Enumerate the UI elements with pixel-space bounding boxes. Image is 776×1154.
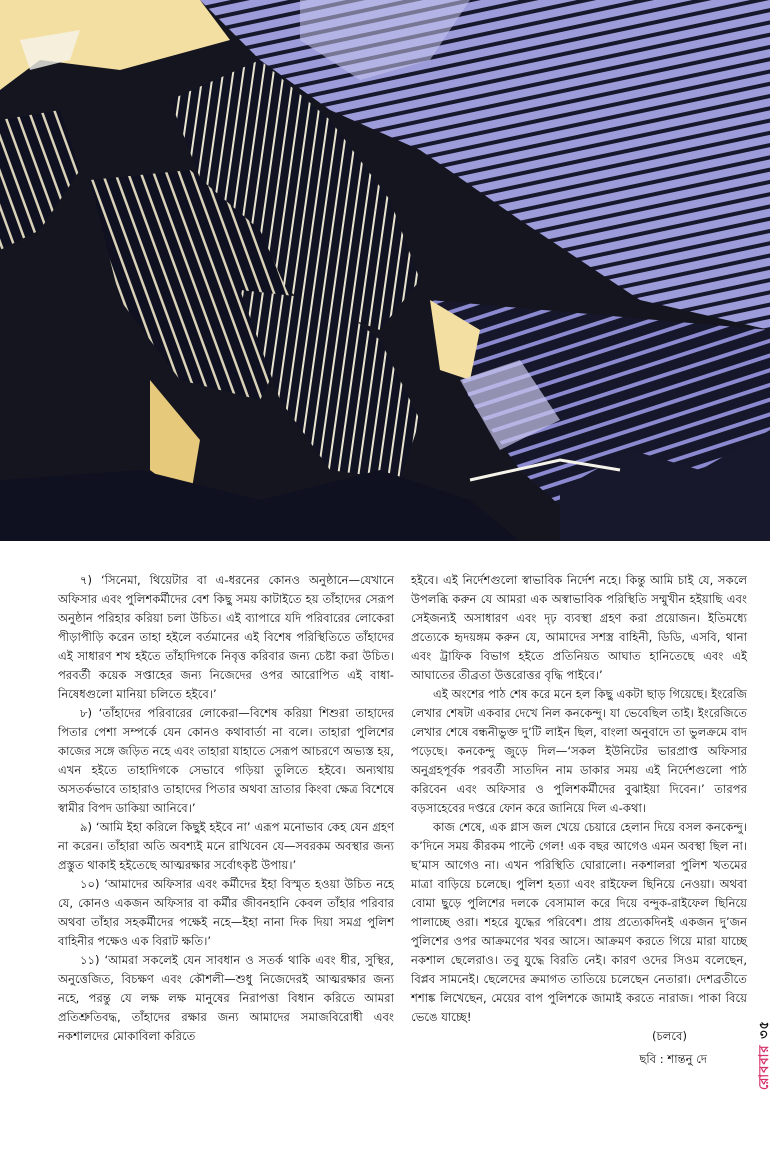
article-paragraph: ৯) ‘আমি ইহা করিলে কিছুই হইবে না’ এরূপ মনোভাব কেহ যেন গ্রহণ না করেন। তাঁহারা অতি অবশ্যই মনে রাখিবেন যে—সবরকম অবস্থার জন্য প্রস্তুত থাকাই হইতেছে আত্মরক্ষার সর্বোৎকৃষ্ট উপায়।’ — [58, 820, 394, 872]
woodcut-illustration — [0, 0, 770, 541]
illustration-credit: ছবি : শান্তনু দে — [639, 1052, 707, 1066]
page-footer-sidebar — [755, 1020, 776, 1090]
article-paragraph-continued: হইবে। এই নির্দেশগুলো স্বাভাবিক নির্দেশ নহে। কিন্তু আমি চাই যে, সকলে উপলব্ধি করুন যে আমরা এক অস্বাভাবিক পরিস্থিতি সম্মুখীন হইয়াছি এবং সেইজন্যই অসাধারণ এবং দৃঢ় ব্যবস্থা গ্রহণ করা প্রয়োজন। ইতিমধ্যে প্রত্যেকে হৃদয়ঙ্গম করুন যে, আমাদের সশস্ত্র বাহিনী, ডিডি, এসবি, থানা এবং ট্রাফিক বিভাগ হইতে প্রতিনিয়ত আঘাত হানিতেছে এবং এই আঘাতের তীব্রতা উত্তরোত্তর বৃদ্ধি পাইবে।’ — [411, 573, 747, 682]
article-paragraph: ৭) ‘সিনেমা, থিয়েটার বা এ-ধরনের কোনও অনুষ্ঠানে—যেখানে অফিসার এবং পুলিশকর্মীদের বেশ কিছু সময় কাটাইতে হয় তাঁহাদের সেরূপ অনুষ্ঠান পরিহার করিয়া চলা উচিত। এই ব্যাপারে যদি পরিবারের লোকেরা পীড়াপীড়ি করেন তাহা হইলে বর্তমানের এই বিশেষ পরিস্থিতিতে তাঁহাদের এই সাধারণ শখ হইতে তাঁহাদিগকে নিবৃত্ত করিবার জন্য চেষ্টা করা উচিত। পরবর্তী কয়েক সপ্তাহের জন্য নিজেদের ওপর আরোপিত এই বাধা-নিষেধগুলো মানিয়া চলিতে হইবে।’ — [58, 573, 394, 701]
to-be-continued: (চলবে) — [651, 1029, 687, 1043]
article-paragraph: ৮) ‘তাঁহাদের পরিবারের লোকেরা—বিশেষ করিয়া শিশুরা তাহাদের পিতার পেশা সম্পর্কে যেন কোনও কথাবার্তা না বলে। তাহারা পুলিশের কাজের সঙ্গে জড়িত নহে এবং তাহারা যাহাতে সেরূপ আচরণে অভ্যস্ত হয়, এখন হইতে তাহাদিগকে সেভাবে গড়িয়া তুলিতে হইবে। অন্যথায় অসতর্কভাবে তাহারাও তাহাদের পিতার অথবা ভ্রাতার কিংবা ক্ষেত্র বিশেষে স্বামীর বিপদ ডাকিয়া আনিবে।’ — [58, 706, 394, 815]
article-paragraph: ১০) ‘আমাদের অফিসার এবং কর্মীদের ইহা বিস্মৃত হওয়া উচিত নহে যে, কোনও একজন অফিসার বা কর্মীর জীবনহানি কেবল তাঁহার পরিবার অথবা তাঁহার সহকর্মীদের পক্ষেই নহে—ইহা নানা দিক দিয়া সমগ্র পুলিশ বাহিনীর পক্ষেও এক বিরাট ক্ষতি।’ — [58, 877, 394, 948]
article-column-left — [58, 571, 394, 1046]
illustration-art — [0, 0, 770, 541]
magazine-name: রোববার — [757, 1044, 772, 1091]
article-paragraph: ১১) ‘আমরা সকলেই যেন সাবধান ও সতর্ক থাকি এবং ধীর, সুস্থির, অনুত্তেজিত, বিচক্ষণ এবং কৌশলী—শুধু নিজেদেরই আত্মরক্ষার জন্য নহে, পরন্তু যে লক্ষ লক্ষ মানুষের নিরাপত্তা বিধান করিতে আমরা প্রতিশ্রুতিবদ্ধ, তাঁহাদের রক্ষার জন্য আমাদের সমাজবিরোধী এবং নকশালদের মোকাবিলা করিতে — [58, 953, 394, 1043]
article-paragraph: এই অংশের পাঠ শেষ করে মনে হল কিছু একটা ছাড় গিয়েছে। ইংরেজি লেখার শেষটা একবার দেখে নিল কনকেন্দু। যা ভেবেছিল তাই। ইংরেজিতে লেখার শেষে বন্ধনীভুক্ত দু’টি লাইন ছিল, বাংলা অনুবাদে তা ভুলক্রমে বাদ পড়েছে। কনকেন্দু জুড়ে দিল—‘সকল ইউনিটের ভারপ্রাপ্ত অফিসার অনুগ্রহপূর্বক পরবর্তী সাতদিন নাম ডাকার সময় এই নির্দেশগুলো পাঠ করিবেন এবং অফিসার ও পুলিশকর্মীদের বুঝাইয়া দিবেন।’ তারপর বড়সাহেবের দপ্তরে ফোন করে জানিয়ে দিল এ-কথা। — [411, 687, 747, 815]
article-column-right — [411, 571, 747, 1069]
page-number: ৩৫ — [757, 1020, 772, 1039]
article-paragraph: কাজ শেষে, এক গ্লাস জল খেয়ে চেয়ারে হেলান দিয়ে বসল কনকেন্দু। ক’দিনে সময় কীরকম পাল্টে গেল! এক বছর আগেও এমন অবস্থা ছিল না। ছ’মাস আগেও না। এখন পরিস্থিতি ঘোরালো। নকশালরা পুলিশ খতমের মাত্রা বাড়িয়ে চলেছে। পুলিশ হত্যা এবং রাইফেল ছিনিয়ে নেওয়া। অথবা বোমা ছুড়ে পুলিশের দলকে বেসামাল করে দিয়ে বন্দুক-রাইফেল ছিনিয়ে পালাচ্ছে ওরা। শহরে যুদ্ধের পরিবেশ। প্রায় প্রত্যেকদিনই একজন দু’জন পুলিশের ওপর আক্রমণের খবর আসে। আক্রমণ করতে গিয়ে মারা যাচ্ছে নকশাল ছেলেরাও। তবু যুদ্ধে বিরতি নেই। কারণ ওদের সিওম বলেছেন, বিপ্লব সামনেই। ছেলেদের ক্রমাগত তাতিয়ে চলেছেন নেতারা। দেশব্রতীতে শশাঙ্ক লিখেছেন, মেয়ের বাপ পুলিশকে জামাই করতে নারাজ। পাকা বিয়ে ভেঙে যাচ্ছে! — [411, 820, 747, 1024]
